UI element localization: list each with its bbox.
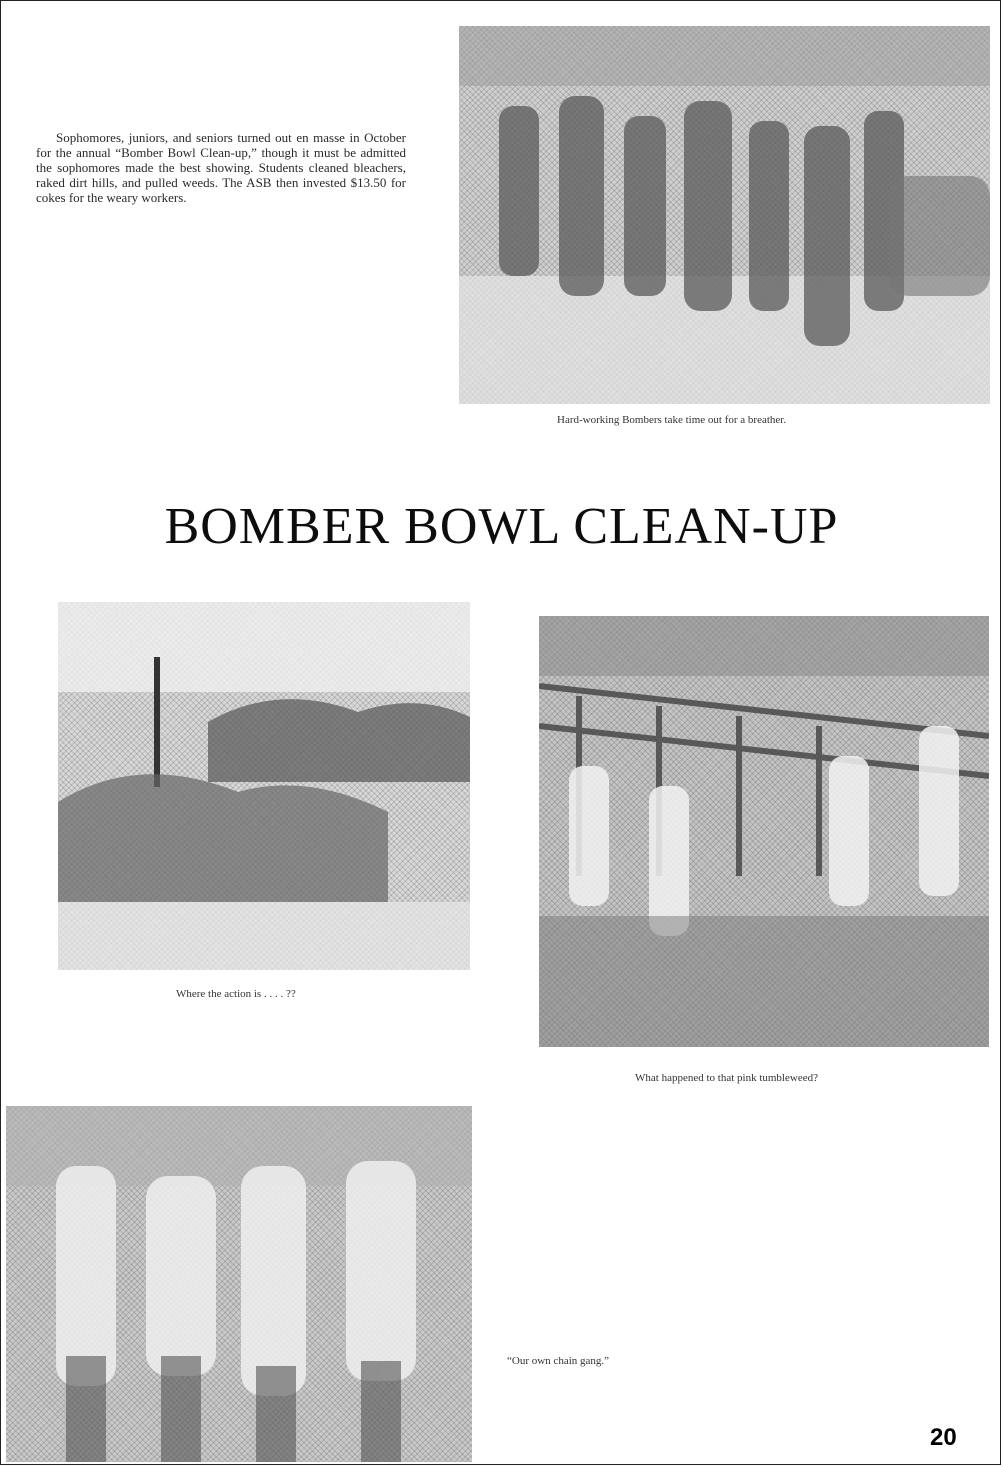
photo-breather (459, 26, 990, 404)
page-title: BOMBER BOWL CLEAN-UP (164, 498, 839, 555)
photo-caption-breather: Hard-working Bombers take time out for a breather. (557, 414, 787, 426)
page-number: 20 (930, 1424, 957, 1451)
photo-action (58, 602, 470, 970)
photo-chain-gang (6, 1106, 472, 1462)
photo-caption-chain-gang: “Our own chain gang.” (507, 1355, 610, 1367)
intro-paragraph: Sophomores, juniors, and seniors turned out en masse in October for the annual “Bomber Bowl Clean-up,” though it must be admitted the sophomores made the best showing. Students cleaned bleachers, raked dirt hills, and pulled weeds. The ASB then invested $13.50 for cokes for the weary workers. (36, 130, 406, 205)
photo-tumbleweed (539, 616, 989, 1047)
photo-caption-tumbleweed: What happened to that pink tumbleweed? (635, 1072, 818, 1084)
photo-caption-action: Where the action is . . . . ?? (176, 988, 296, 1000)
